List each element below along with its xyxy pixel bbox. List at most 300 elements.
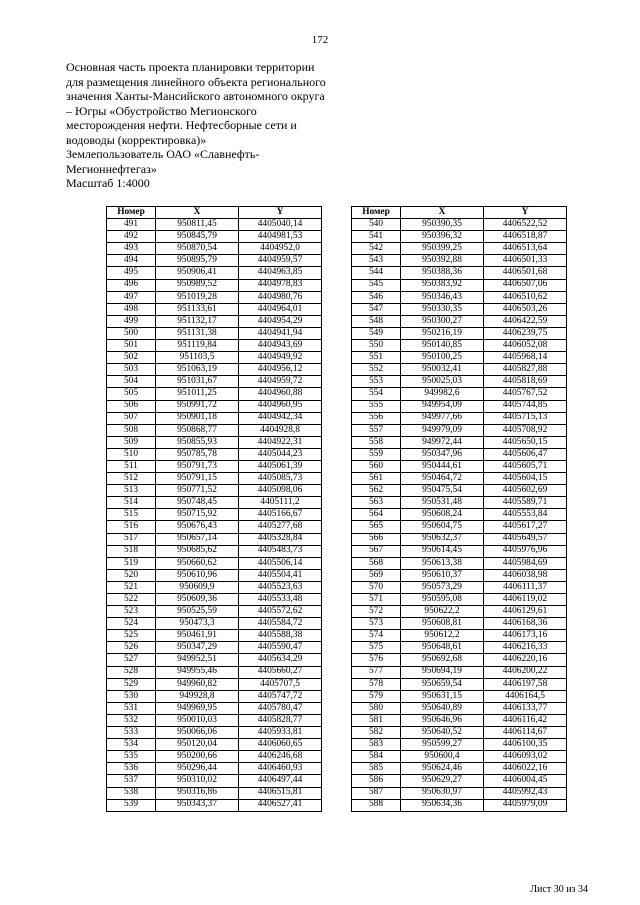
table-row [107,436,322,448]
table-row [352,400,567,412]
x-coordinate-cell: 951103,5 [156,352,239,364]
x-coordinate-cell: 950473,3 [156,618,239,630]
y-coordinate-cell: 4406133,77 [484,702,567,714]
x-coordinate-cell: 949960,82 [156,678,239,690]
point-number-cell: 535 [107,751,156,763]
scale-label: Масштаб 1:4000 [66,176,150,190]
y-coordinate-cell: 4406200,22 [484,666,567,678]
point-number-cell: 524 [107,618,156,630]
point-number-cell: 498 [107,303,156,315]
x-coordinate-cell: 950610,37 [401,569,484,581]
point-number-cell: 496 [107,279,156,291]
y-coordinate-cell: 4404942,34 [239,412,322,424]
y-coordinate-cell: 4405506,14 [239,557,322,569]
y-coordinate-cell: 4405617,27 [484,521,567,533]
point-number-cell: 503 [107,364,156,376]
point-number-cell: 545 [352,279,401,291]
point-number-cell: 509 [107,436,156,448]
y-coordinate-cell: 4405992,43 [484,787,567,799]
point-number-cell: 582 [352,727,401,739]
x-coordinate-cell: 950901,18 [156,412,239,424]
table-row [352,521,567,533]
table-row [107,581,322,593]
table-row [352,315,567,327]
point-number-cell: 504 [107,376,156,388]
y-coordinate-cell: 4405933,81 [239,727,322,739]
x-coordinate-cell: 950614,45 [401,545,484,557]
point-number-cell: 579 [352,690,401,702]
x-coordinate-cell: 950608,24 [401,509,484,521]
table-row [107,630,322,642]
table-row [352,594,567,606]
x-coordinate-cell: 950032,41 [401,364,484,376]
point-number-cell: 497 [107,291,156,303]
y-coordinate-cell: 4405968,14 [484,352,567,364]
table-row [352,327,567,339]
y-coordinate-cell: 4404941,94 [239,327,322,339]
y-coordinate-cell: 4404978,83 [239,279,322,291]
table-row [107,775,322,787]
point-number-cell: 495 [107,267,156,279]
y-coordinate-cell: 4405649,57 [484,533,567,545]
table-row [107,702,322,714]
table-row [107,509,322,521]
point-number-cell: 561 [352,473,401,485]
y-coordinate-cell: 4405553,84 [484,509,567,521]
y-coordinate-cell: 4406497,44 [239,775,322,787]
header-line: водоводы (корректировка)» [66,132,207,147]
x-coordinate-cell: 950300,27 [401,315,484,327]
point-number-cell: 550 [352,340,401,352]
y-coordinate-cell: 4406022,16 [484,763,567,775]
x-coordinate-cell: 950608,81 [401,618,484,630]
y-coordinate-cell: 4405708,92 [484,424,567,436]
header-line: Землепользователь ОАО «Славнефть- [66,147,260,161]
table-row [352,291,567,303]
x-coordinate-cell: 950630,97 [401,787,484,799]
table-row [107,279,322,291]
y-coordinate-cell: 4405590,47 [239,642,322,654]
y-coordinate-cell: 4404959,72 [239,376,322,388]
y-coordinate-cell: 4406527,41 [239,799,322,811]
point-number-cell: 548 [352,315,401,327]
y-coordinate-cell: 4406004,45 [484,775,567,787]
y-coordinate-cell: 4406216,33 [484,642,567,654]
x-coordinate-cell: 950444,61 [401,460,484,472]
table-row [107,521,322,533]
y-coordinate-cell: 4404928,8 [239,424,322,436]
point-number-cell: 546 [352,291,401,303]
x-coordinate-cell: 950464,72 [401,473,484,485]
x-coordinate-cell: 950025,03 [401,376,484,388]
y-coordinate-cell: 4405606,47 [484,448,567,460]
y-coordinate-cell: 4406515,81 [239,787,322,799]
y-coordinate-cell: 4406501,33 [484,255,567,267]
x-coordinate-cell: 951132,17 [156,315,239,327]
y-coordinate-cell: 4406510,62 [484,291,567,303]
x-coordinate-cell: 950613,38 [401,557,484,569]
x-coordinate-cell: 950694,19 [401,666,484,678]
point-number-cell: 514 [107,497,156,509]
x-coordinate-cell: 950066,06 [156,727,239,739]
table-row [107,291,322,303]
point-number-cell: 566 [352,533,401,545]
point-number-cell: 491 [107,219,156,231]
point-number-cell: 580 [352,702,401,714]
x-coordinate-cell: 951011,25 [156,388,239,400]
x-coordinate-cell: 950296,44 [156,763,239,775]
point-number-cell: 536 [107,763,156,775]
table-header-row [107,207,322,219]
y-coordinate-cell: 4405605,71 [484,460,567,472]
x-coordinate-cell: 950347,96 [401,448,484,460]
table-row [352,799,567,811]
table-row [107,787,322,799]
table-row [352,702,567,714]
header-line: месторождения нефти. Нефтесборные сети и [66,118,297,132]
y-coordinate-cell: 4405589,71 [484,497,567,509]
table-row [107,569,322,581]
point-number-cell: 574 [352,630,401,642]
table-row [352,388,567,400]
x-coordinate-cell: 950599,27 [401,739,484,751]
point-number-cell: 587 [352,787,401,799]
point-number-cell: 571 [352,594,401,606]
y-coordinate-cell: 4404963,85 [239,267,322,279]
table-row [352,255,567,267]
point-number-cell: 501 [107,340,156,352]
x-coordinate-cell: 950388,36 [401,267,484,279]
point-number-cell: 542 [352,243,401,255]
y-coordinate-cell: 4406116,42 [484,714,567,726]
table-row [107,400,322,412]
y-coordinate-cell: 4406513,64 [484,243,567,255]
x-coordinate-cell: 950310,02 [156,775,239,787]
table-row [352,666,567,678]
point-number-cell: 558 [352,436,401,448]
point-number-cell: 583 [352,739,401,751]
y-coordinate-cell: 4405707,5 [239,678,322,690]
table-row [352,654,567,666]
y-coordinate-cell: 4405044,23 [239,448,322,460]
x-coordinate-cell: 950785,78 [156,448,239,460]
y-coordinate-cell: 4404949,92 [239,352,322,364]
table-row [352,727,567,739]
y-coordinate-cell: 4404964,01 [239,303,322,315]
x-coordinate-cell: 950660,62 [156,557,239,569]
y-coordinate-cell: 4405650,15 [484,436,567,448]
x-coordinate-cell: 950346,43 [401,291,484,303]
table-row [107,690,322,702]
x-coordinate-cell: 950399,25 [401,243,484,255]
point-number-cell: 492 [107,231,156,243]
x-coordinate-cell: 950330,35 [401,303,484,315]
table-row [107,545,322,557]
y-coordinate-cell: 4406060,65 [239,739,322,751]
x-coordinate-cell: 949928,8 [156,690,239,702]
x-coordinate-cell: 950140,85 [401,340,484,352]
y-coordinate-cell: 4405166,67 [239,509,322,521]
column-header-y: Y [484,207,567,219]
y-coordinate-cell: 4405111,2 [239,497,322,509]
x-coordinate-cell: 950870,54 [156,243,239,255]
point-number-cell: 568 [352,557,401,569]
point-number-cell: 534 [107,739,156,751]
y-coordinate-cell: 4405744,85 [484,400,567,412]
point-number-cell: 567 [352,545,401,557]
point-number-cell: 527 [107,654,156,666]
point-number-cell: 507 [107,412,156,424]
x-coordinate-cell: 950648,61 [401,642,484,654]
table-row [107,267,322,279]
table-row [352,473,567,485]
x-coordinate-cell: 950791,73 [156,460,239,472]
table-row [107,219,322,231]
x-coordinate-cell: 950631,15 [401,690,484,702]
x-coordinate-cell: 950010,03 [156,714,239,726]
x-coordinate-cell: 950573,29 [401,581,484,593]
x-coordinate-cell: 950531,48 [401,497,484,509]
x-coordinate-cell: 950600,4 [401,751,484,763]
x-coordinate-cell: 950609,9 [156,581,239,593]
y-coordinate-cell: 4404981,53 [239,231,322,243]
x-coordinate-cell: 950629,27 [401,775,484,787]
x-coordinate-cell: 950634,36 [401,799,484,811]
x-coordinate-cell: 950640,52 [401,727,484,739]
x-coordinate-cell: 950845,79 [156,231,239,243]
x-coordinate-cell: 950906,41 [156,267,239,279]
table-row [107,497,322,509]
point-number-cell: 570 [352,581,401,593]
table-row [107,424,322,436]
column-header-x: X [401,207,484,219]
y-coordinate-cell: 4406164,5 [484,690,567,702]
x-coordinate-cell: 950811,45 [156,219,239,231]
y-coordinate-cell: 4405827,88 [484,364,567,376]
y-coordinate-cell: 4406460,93 [239,763,322,775]
table-row [107,642,322,654]
table-row [107,666,322,678]
y-coordinate-cell: 4404954,29 [239,315,322,327]
point-number-cell: 518 [107,545,156,557]
point-number-cell: 540 [352,219,401,231]
x-coordinate-cell: 949955,46 [156,666,239,678]
table-row [352,533,567,545]
x-coordinate-cell: 950100,25 [401,352,484,364]
x-coordinate-cell: 950640,89 [401,702,484,714]
y-coordinate-cell: 4405588,38 [239,630,322,642]
x-coordinate-cell: 950685,62 [156,545,239,557]
table-row [107,340,322,352]
table-row [352,763,567,775]
table-row [107,739,322,751]
y-coordinate-cell: 4406129,61 [484,606,567,618]
table-row [107,727,322,739]
y-coordinate-cell: 4406501,68 [484,267,567,279]
y-coordinate-cell: 4405984,69 [484,557,567,569]
table-row [107,364,322,376]
x-coordinate-cell: 950609,36 [156,594,239,606]
point-number-cell: 520 [107,569,156,581]
y-coordinate-cell: 4404943,69 [239,340,322,352]
point-number-cell: 515 [107,509,156,521]
y-coordinate-cell: 4405098,06 [239,485,322,497]
y-coordinate-cell: 4406119,02 [484,594,567,606]
y-coordinate-cell: 4405328,84 [239,533,322,545]
table-row [352,352,567,364]
table-row [352,581,567,593]
point-number-cell: 519 [107,557,156,569]
y-coordinate-cell: 4406507,06 [484,279,567,291]
table-row [352,364,567,376]
coordinates-table-left [106,206,322,812]
y-coordinate-cell: 4405085,73 [239,473,322,485]
point-number-cell: 531 [107,702,156,714]
table-row [352,303,567,315]
x-coordinate-cell: 950676,43 [156,521,239,533]
sheet-footer: Лист 30 из 34 [530,884,588,895]
x-coordinate-cell: 950390,35 [401,219,484,231]
table-row [107,606,322,618]
table-row [107,763,322,775]
point-number-cell: 529 [107,678,156,690]
header-line: Мегионнефтегаз» [66,161,157,176]
point-number-cell: 505 [107,388,156,400]
table-row [352,739,567,751]
x-coordinate-cell: 950657,14 [156,533,239,545]
table-row [107,473,322,485]
header-line: значения Ханты-Мансийского автономного округа [66,89,325,103]
point-number-cell: 533 [107,727,156,739]
table-row [352,376,567,388]
x-coordinate-cell: 950791,15 [156,473,239,485]
point-number-cell: 552 [352,364,401,376]
y-coordinate-cell: 4405277,68 [239,521,322,533]
point-number-cell: 538 [107,787,156,799]
table-row [107,352,322,364]
y-coordinate-cell: 4405818,69 [484,376,567,388]
y-coordinate-cell: 4405780,47 [239,702,322,714]
y-coordinate-cell: 4405572,62 [239,606,322,618]
y-coordinate-cell: 4406100,35 [484,739,567,751]
x-coordinate-cell: 950383,92 [401,279,484,291]
y-coordinate-cell: 4406038,98 [484,569,567,581]
table-row [352,424,567,436]
x-coordinate-cell: 950200,66 [156,751,239,763]
table-row [352,219,567,231]
header-line: – Югры «Обустройство Мегионского [66,103,257,118]
y-coordinate-cell: 4405979,09 [484,799,567,811]
table-row [352,714,567,726]
y-coordinate-cell: 4405523,63 [239,581,322,593]
point-number-cell: 584 [352,751,401,763]
x-coordinate-cell: 950624,46 [401,763,484,775]
table-row [107,315,322,327]
x-coordinate-cell: 950646,96 [401,714,484,726]
table-row [352,243,567,255]
y-coordinate-cell: 4405584,72 [239,618,322,630]
table-row [107,618,322,630]
y-coordinate-cell: 4406422,59 [484,315,567,327]
point-number-cell: 556 [352,412,401,424]
y-coordinate-cell: 4404960,88 [239,388,322,400]
x-coordinate-cell: 950991,72 [156,400,239,412]
table-row [352,412,567,424]
x-coordinate-cell: 950392,88 [401,255,484,267]
point-number-cell: 576 [352,654,401,666]
x-coordinate-cell: 951063,19 [156,364,239,376]
y-coordinate-cell: 4406197,58 [484,678,567,690]
point-number-cell: 510 [107,448,156,460]
x-coordinate-cell: 950343,37 [156,799,239,811]
point-number-cell: 585 [352,763,401,775]
y-coordinate-cell: 4406246,68 [239,751,322,763]
point-number-cell: 575 [352,642,401,654]
y-coordinate-cell: 4404980,76 [239,291,322,303]
point-number-cell: 562 [352,485,401,497]
table-row [352,279,567,291]
table-row [352,267,567,279]
y-coordinate-cell: 4406522,52 [484,219,567,231]
y-coordinate-cell: 4405483,73 [239,545,322,557]
point-number-cell: 521 [107,581,156,593]
point-number-cell: 565 [352,521,401,533]
x-coordinate-cell: 950216,19 [401,327,484,339]
point-number-cell: 530 [107,690,156,702]
table-row [107,799,322,811]
y-coordinate-cell: 4404959,57 [239,255,322,267]
table-row [352,606,567,618]
y-coordinate-cell: 4405504,41 [239,569,322,581]
x-coordinate-cell: 951119,84 [156,340,239,352]
y-coordinate-cell: 4405533,48 [239,594,322,606]
table-row [107,388,322,400]
header-line: Основная часть проекта планировки территории [66,60,315,74]
table-row [107,714,322,726]
table-row [352,497,567,509]
y-coordinate-cell: 4405604,15 [484,473,567,485]
point-number-cell: 578 [352,678,401,690]
x-coordinate-cell: 950461,91 [156,630,239,642]
table-row [352,569,567,581]
point-number-cell: 513 [107,485,156,497]
x-coordinate-cell: 949982,6 [401,388,484,400]
y-coordinate-cell: 4404952,0 [239,243,322,255]
table-row [352,485,567,497]
coordinates-table-right [351,206,567,812]
point-number-cell: 528 [107,666,156,678]
x-coordinate-cell: 950748,45 [156,497,239,509]
point-number-cell: 539 [107,799,156,811]
y-coordinate-cell: 4406518,87 [484,231,567,243]
y-coordinate-cell: 4405602,69 [484,485,567,497]
x-coordinate-cell: 951131,38 [156,327,239,339]
table-row [107,327,322,339]
point-number-cell: 532 [107,714,156,726]
table-row [107,255,322,267]
x-coordinate-cell: 950316,86 [156,787,239,799]
y-coordinate-cell: 4405634,29 [239,654,322,666]
table-row [352,678,567,690]
table-row [107,303,322,315]
table-row [107,376,322,388]
point-number-cell: 560 [352,460,401,472]
table-row [107,448,322,460]
point-number-cell: 511 [107,460,156,472]
table-row [352,618,567,630]
y-coordinate-cell: 4406239,75 [484,327,567,339]
point-number-cell: 516 [107,521,156,533]
